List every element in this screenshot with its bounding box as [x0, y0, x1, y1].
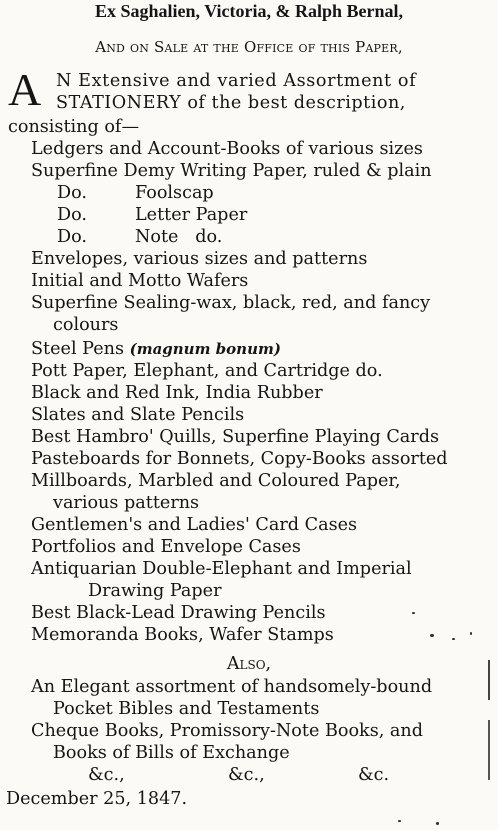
ditto-mark: Do. [57, 183, 87, 203]
list-item: Best Black-Lead Drawing Pencils [31, 603, 326, 623]
list-item: Slates and Slate Pencils [31, 405, 245, 425]
border-mark [488, 660, 490, 700]
intro-line-2: STATIONERY of the best description, [56, 93, 406, 113]
list-item-continuation: colours [53, 315, 119, 335]
intro-line-1: N Extensive and varied Assortment of [56, 71, 417, 91]
ink-speck [470, 632, 472, 635]
list-item: Best Hambro' Quills, Superfine Playing Cards [31, 427, 439, 447]
date-line: December 25, 1847. [6, 789, 188, 809]
subheading: And on Sale at the Office of this Paper, [95, 38, 403, 56]
ditto-row [57, 182, 214, 204]
etc-mark: &c. [358, 765, 390, 785]
steel-pens-text: Steel Pens [31, 339, 124, 359]
etc-mark: &c., [88, 765, 125, 785]
ink-speck [398, 820, 401, 822]
list-item: Black and Red Ink, India Rubber [31, 383, 323, 403]
list-item: Pasteboards for Bonnets, Copy-Books assorted [31, 449, 448, 469]
ink-speck [452, 638, 455, 640]
masthead: Ex Saghalien, Victoria, & Ralph Bernal, [94, 1, 404, 21]
list-item-continuation: Drawing Paper [88, 581, 222, 601]
list-item: Antiquarian Double-Elephant and Imperial [31, 559, 412, 579]
list-item: Ledgers and Account-Books of various sizes [31, 139, 423, 159]
list-item: Memoranda Books, Wafer Stamps [31, 625, 334, 645]
list-item: An Elegant assortment of handsomely-bound [31, 677, 433, 697]
list-item: Portfolios and Envelope Cases [31, 537, 301, 557]
list-item-continuation: Pocket Bibles and Testaments [53, 699, 320, 719]
list-item [31, 338, 281, 360]
list-item: Millboards, Marbled and Coloured Paper, [31, 471, 401, 491]
drop-cap: A [8, 64, 42, 115]
etc-line [88, 764, 389, 786]
list-item-continuation: various patterns [53, 493, 200, 513]
list-item-continuation: Books of Bills of Exchange [53, 743, 290, 763]
list-item: Envelopes, various sizes and patterns [31, 249, 368, 269]
list-item: Superfine Demy Writing Paper, ruled & plain [31, 161, 432, 181]
etc-mark: &c., [228, 765, 265, 785]
intro-line-3: consisting of— [8, 117, 140, 137]
ditto-row [57, 226, 222, 248]
ditto-label: Letter Paper [135, 205, 248, 225]
list-item: Superfine Sealing-wax, black, red, and fancy [31, 293, 431, 313]
list-item: Gentlemen's and Ladies' Card Cases [31, 515, 358, 535]
ditto-label: Note do. [135, 227, 223, 247]
border-mark [488, 720, 490, 780]
also-heading: Also, [226, 654, 272, 674]
ditto-mark: Do. [57, 205, 87, 225]
list-item: Cheque Books, Promissory-Note Books, and [31, 721, 424, 741]
steel-pens-note: (magnum bonum) [129, 340, 281, 358]
ditto-row [57, 204, 247, 226]
ditto-mark: Do. [57, 227, 87, 247]
list-item: Initial and Motto Wafers [31, 271, 249, 291]
ink-speck [412, 612, 415, 614]
ditto-label: Foolscap [135, 183, 214, 203]
ink-speck [436, 822, 439, 825]
list-item: Pott Paper, Elephant, and Cartridge do. [31, 361, 383, 381]
ink-speck [430, 634, 434, 637]
